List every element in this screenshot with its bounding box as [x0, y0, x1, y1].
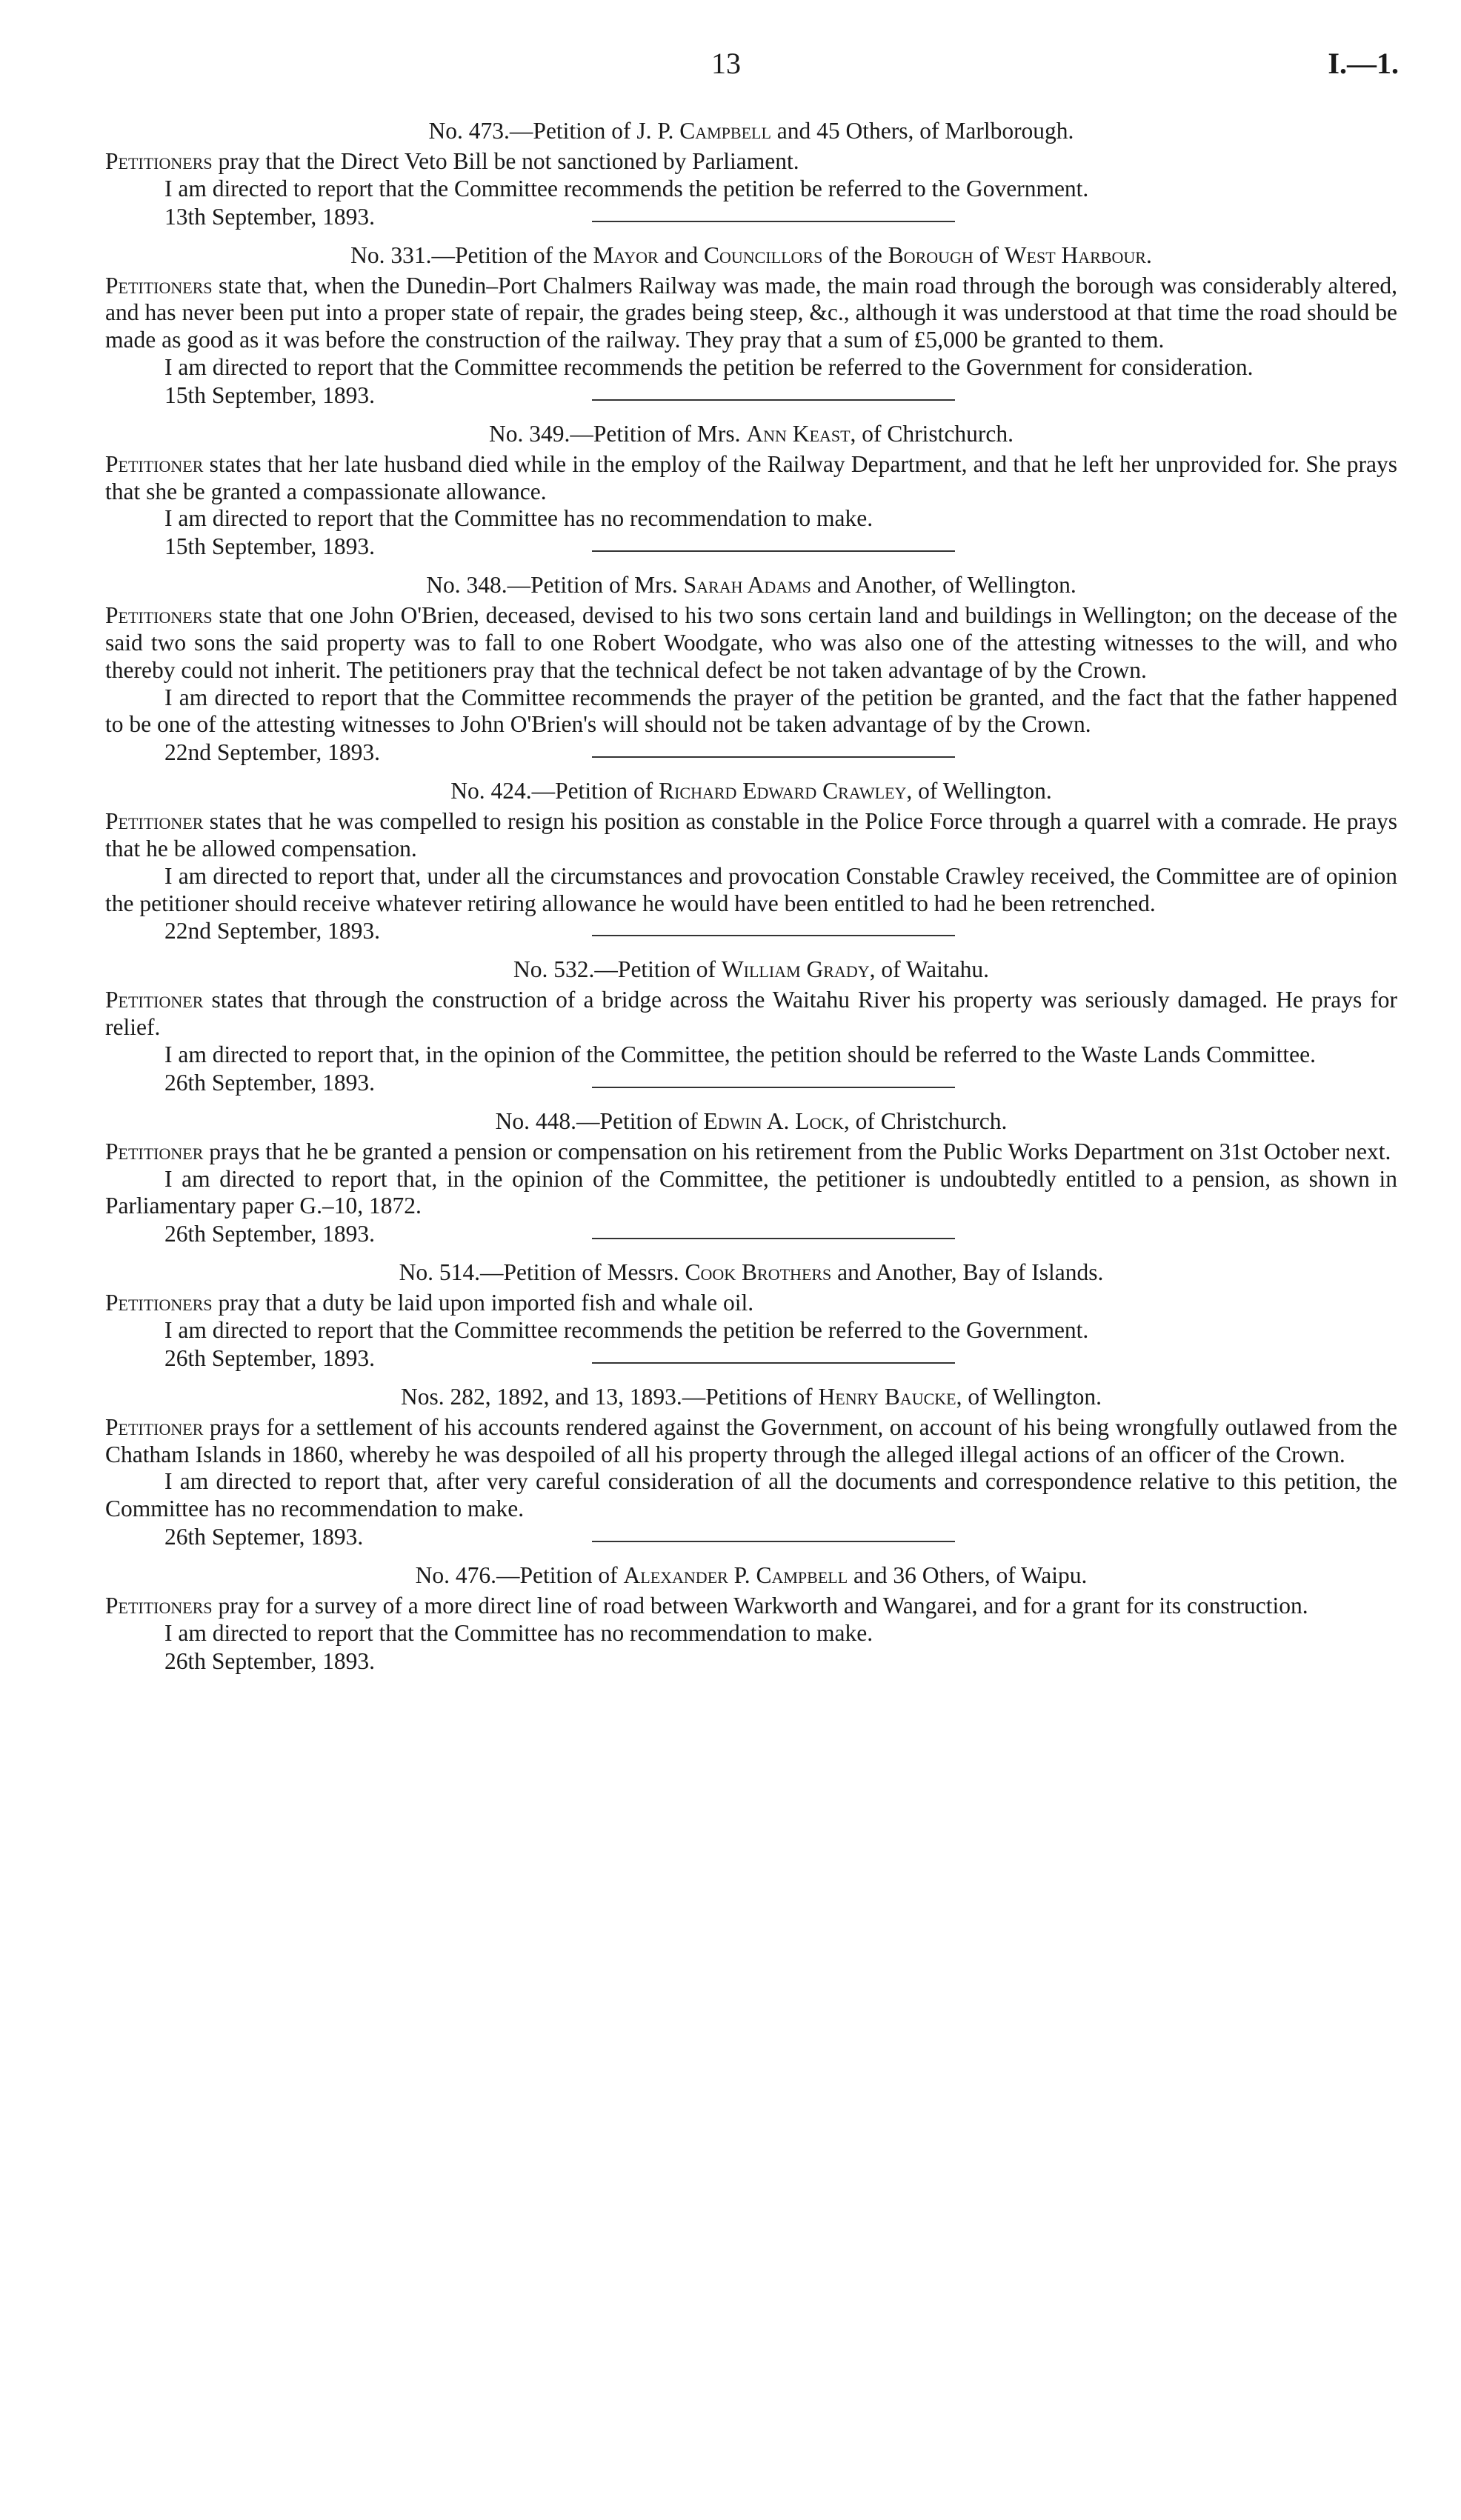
petition-title: No. 476.—Petition of Alexander P. Campbell and 36 Others, of Waipu.	[415, 1561, 1088, 1588]
petition-title: No. 424.—Petition of Richard Edward Crawley, of Wellington.	[450, 778, 1052, 804]
committee-report: I am directed to report that, in the opinion of the Committee, the petitioner is undoubtedly entitled to a pension, as shown in Parliamentary paper G.–10, 1872.	[105, 1165, 1397, 1219]
petition-entry	[105, 1561, 1397, 1676]
report-date: 26th September, 1893.	[164, 1221, 375, 1247]
petition-body: Petitioner prays for a settlement of his accounts rendered against the Government, on account of his being wrongfully outlawed from the Chatham Islands in 1860, whereby he was despoiled of all his property through the alleged illegal actions of an officer of the Crown.	[105, 1413, 1397, 1467]
section-divider	[592, 399, 955, 401]
committee-report: I am directed to report that, under all the circumstances and provocation Constable Crawley received, the Committee are of opinion the petitioner should receive whatever retiring allowance he would have been entitled to had he been retrenched.	[105, 862, 1397, 916]
document-reference: I.—1.	[1328, 47, 1399, 80]
petition-title: No. 473.—Petition of J. P. Campbell and 45 Others, of Marlborough.	[428, 118, 1074, 144]
petition-entry	[105, 571, 1397, 766]
petition-body: Petitioner states that her late husband died while in the employ of the Railway Department, and that he left her unprovided for. She prays that she be granted a compassionate allowance.	[105, 450, 1397, 504]
petition-title: No. 349.—Petition of Mrs. Ann Keast, of Christchurch.	[488, 420, 1014, 447]
committee-report: I am directed to report that the Committee recommends the prayer of the petition be granted, and the fact that the father happened to be one of the attesting witnesses to John O'Brien's will should not be taken advantage of by the Crown.	[105, 684, 1397, 738]
petition-body: Petitioner prays that he be granted a pension or compensation on his retirement from the Public Works Department on 31st October next.	[105, 1138, 1391, 1164]
petition-entry	[105, 1383, 1397, 1550]
petition-title: No. 331.—Petition of the Mayor and Councillors of the Borough of West Harbour.	[350, 241, 1152, 268]
petition-body: Petitioners state that one John O'Brien, deceased, devised to his two sons certain land and buildings in Wellington; on the decease of the said two sons the said property was to fall to one Robert Woodgate, who was also one of the attesting witnesses to the will, and who thereby could not inherit. The petitioners pray that the technical defect be not taken advantage of by the Crown.	[105, 602, 1397, 683]
page-number: 13	[711, 47, 741, 80]
section-divider	[592, 1541, 955, 1542]
petition-entry	[105, 117, 1397, 230]
committee-report: I am directed to report that, in the opinion of the Committee, the petition should be referred to the Waste Lands Committee.	[164, 1041, 1316, 1067]
section-divider	[592, 1087, 955, 1088]
committee-report: I am directed to report that the Committee recommends the petition be referred to the Government for consideration.	[164, 353, 1254, 380]
section-divider	[592, 756, 955, 758]
report-date: 22nd September, 1893.	[164, 739, 380, 766]
report-date: 13th September, 1893.	[164, 203, 375, 230]
report-date: 26th September, 1893.	[164, 1069, 375, 1096]
section-divider	[592, 550, 955, 552]
report-date: 15th September, 1893.	[164, 381, 375, 408]
report-date: 26th September, 1893.	[164, 1647, 375, 1674]
petition-body: Petitioners state that, when the Dunedin–Port Chalmers Railway was made, the main road through the borough was considerably altered, and has never been put into a proper state of repair, the grades being steep, &c., although it was understood at that time the road should be made as good as it was before the construction of the railway. They pray that a sum of £5,000 be granted to them.	[105, 272, 1397, 353]
petition-entry	[105, 956, 1397, 1096]
petition-title: No. 348.—Petition of Mrs. Sarah Adams and Another, of Wellington.	[426, 572, 1076, 599]
committee-report: I am directed to report that, after very careful consideration of all the documents and correspondence relative to this petition, the Committee has no recommendation to make.	[105, 1468, 1397, 1522]
petition-entry	[105, 1107, 1397, 1247]
petition-title: No. 448.—Petition of Edwin A. Lock, of Christchurch.	[495, 1107, 1008, 1134]
petition-title: Nos. 282, 1892, and 13, 1893.—Petitions of Henry Baucke, of Wellington.	[401, 1383, 1102, 1410]
petition-title: No. 532.—Petition of William Grady, of Waitahu.	[513, 956, 989, 983]
report-date: 15th September, 1893.	[164, 533, 375, 560]
section-divider	[592, 935, 955, 936]
report-date: 26th Septemer, 1893.	[164, 1523, 364, 1550]
petition-entry	[105, 241, 1397, 408]
committee-report: I am directed to report that the Committee recommends the petition be referred to the Government.	[164, 175, 1089, 201]
petitions-list	[105, 117, 1397, 1676]
section-divider	[592, 221, 955, 222]
petition-entry	[105, 420, 1397, 560]
committee-report: I am directed to report that the Committee has no recommendation to make.	[164, 505, 873, 532]
petition-body: Petitioner states that he was compelled to resign his position as constable in the Police Force through a quarrel with a comrade. He prays that he be allowed compensation.	[105, 808, 1397, 861]
section-divider	[592, 1362, 955, 1364]
petition-title: No. 514.—Petition of Messrs. Cook Brothers and Another, Bay of Islands.	[399, 1259, 1104, 1286]
petition-body: Petitioners pray for a survey of a more direct line of road between Warkworth and Wangarei, and for a grant for its construction.	[105, 1592, 1308, 1619]
section-divider	[592, 1238, 955, 1239]
petition-body: Petitioner states that through the construction of a bridge across the Waitahu River his property was seriously damaged. He prays for relief.	[105, 987, 1397, 1041]
report-date: 22nd September, 1893.	[164, 918, 380, 944]
committee-report: I am directed to report that the Committee has no recommendation to make.	[164, 1619, 873, 1646]
petition-entry	[105, 1259, 1397, 1371]
report-date: 26th September, 1893.	[164, 1344, 375, 1371]
committee-report: I am directed to report that the Committee recommends the petition be referred to the Government.	[164, 1316, 1089, 1343]
petition-body: Petitioners pray that a duty be laid upon imported fish and whale oil.	[105, 1290, 754, 1316]
petition-entry	[105, 777, 1397, 944]
petition-body: Petitioners pray that the Direct Veto Bill be not sanctioned by Parliament.	[105, 148, 799, 174]
page-header	[0, 46, 1461, 90]
